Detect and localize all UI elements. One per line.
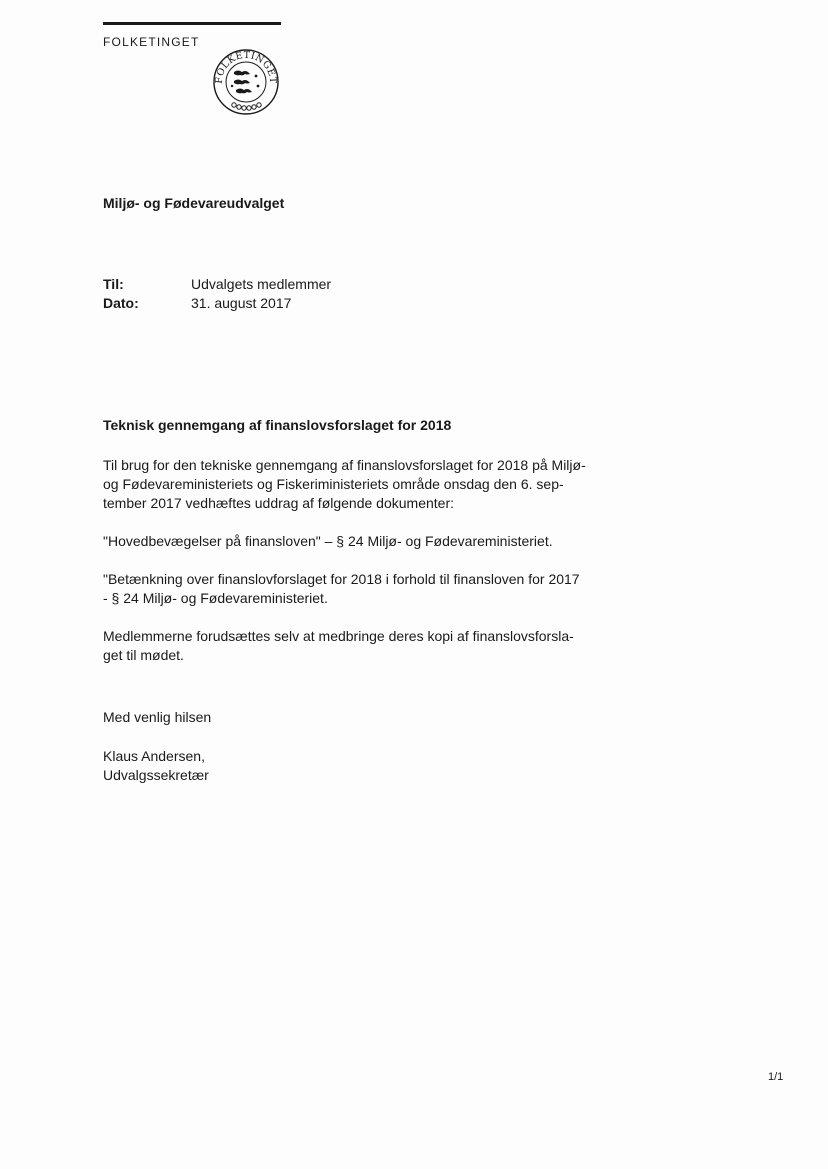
header-rule bbox=[103, 22, 281, 25]
committee-name: Miljø- og Fødevareudvalget bbox=[103, 195, 285, 211]
svg-text:FOLKETINGET bbox=[214, 50, 278, 84]
signature-block bbox=[103, 747, 209, 785]
date-row bbox=[103, 294, 331, 313]
subject-heading: Teknisk gennemgang af finanslovsforslaget for 2018 bbox=[103, 417, 452, 433]
body-paragraph: Til brug for den tekniske gennemgang af finanslovsforslaget for 2018 på Miljø- og Fødevareministeriets og Fiskeriministeriets område onsdag den 6. sep- tember 2017 vedhæftes uddrag af følgende dokumenter: bbox=[103, 457, 586, 511]
body-paragraph: "Hovedbevægelser på finansloven" – § 24 Miljø- og Fødevareministeriet. bbox=[103, 533, 553, 549]
closing-line: Med venlig hilsen bbox=[103, 709, 212, 725]
to-value: Udvalgets medlemmer bbox=[191, 276, 332, 292]
body-paragraph: "Betænkning over finanslovforslaget for 2018 i forhold til finansloven for 2017 - § 24 Miljø- og Fødevareministeriet. bbox=[103, 571, 580, 606]
body-paragraph: Medlemmerne forudsættes selv at medbringe deres kopi af finanslovsforsla- get til mødet. bbox=[103, 628, 574, 663]
organization-name: FOLKETINGET bbox=[103, 35, 200, 49]
memo-meta bbox=[103, 275, 331, 313]
body-text bbox=[103, 456, 593, 684]
seal-lettering: FOLKETINGET bbox=[213, 49, 279, 85]
folketinget-seal-icon bbox=[212, 48, 280, 116]
date-label: Dato: bbox=[103, 295, 139, 311]
page-number: 1/1 bbox=[768, 1071, 784, 1083]
date-value: 31. august 2017 bbox=[191, 295, 292, 311]
to-label: Til: bbox=[103, 276, 124, 292]
signature-title: Udvalgssekretær bbox=[103, 767, 209, 783]
signature-name: Klaus Andersen, bbox=[103, 748, 205, 764]
to-row bbox=[103, 275, 331, 294]
